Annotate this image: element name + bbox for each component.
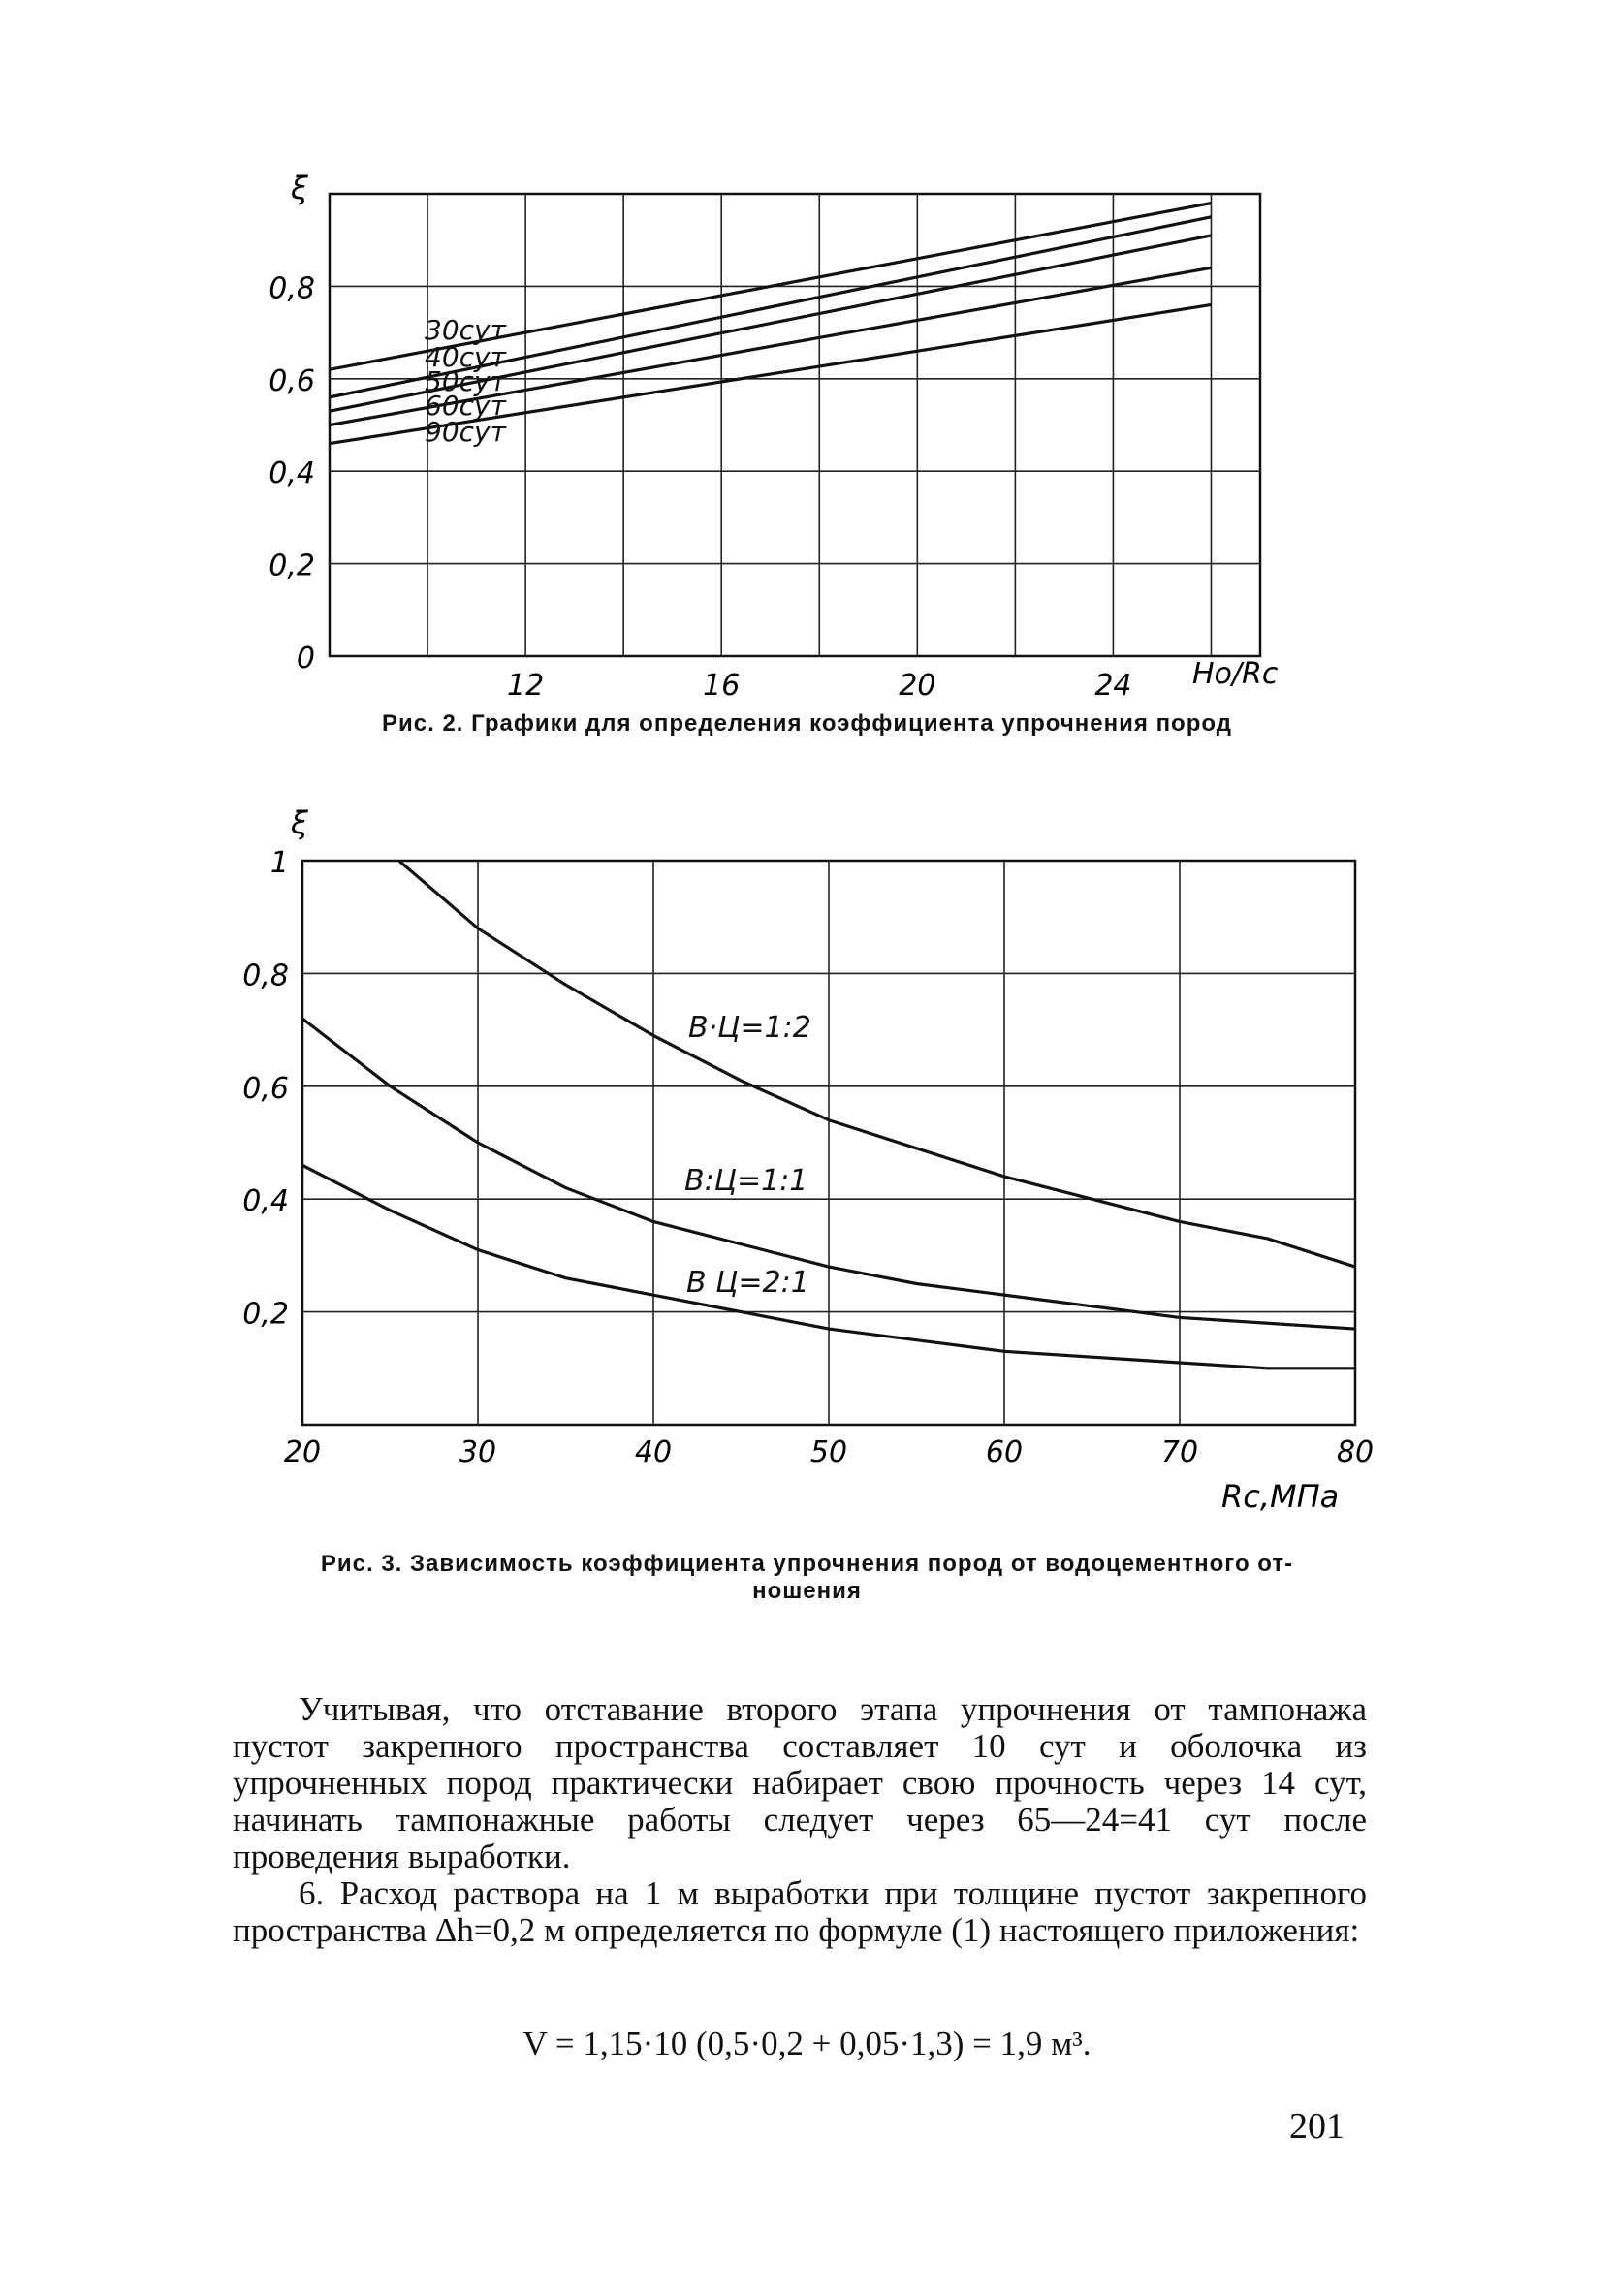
fig2-x-tick-label: 16 bbox=[703, 669, 741, 703]
fig3-x-axis-label: Rс,МПа bbox=[1221, 1478, 1340, 1515]
fig3-series-label: В:Ц=1:1 bbox=[684, 1164, 808, 1198]
fig2-series-label: 30сут bbox=[425, 314, 506, 346]
fig3-y-tick-label: 0,8 bbox=[242, 959, 289, 993]
fig3-series-line bbox=[399, 861, 1355, 1267]
fig2-x-axis-label: Hо/Rс bbox=[1192, 657, 1279, 691]
formula: V = 1,15·10 (0,5·0,2 + 0,05·1,3) = 1,9 м³. bbox=[522, 2025, 1092, 2062]
fig3-caption-line1: Рис. 3. Зависимость коэффициента упрочнения пород от водоцементного от- bbox=[320, 1551, 1294, 1577]
fig3-y-tick-label: 0,4 bbox=[242, 1184, 289, 1219]
fig2-y-symbol: ξ bbox=[291, 170, 308, 206]
fig3-y-tick-label: 0,6 bbox=[242, 1071, 289, 1106]
paragraph-2: 6. Расход раствора на 1 м выработки при толщине пустот закрепного пространства Δh=0,2 м определяется по формуле (1) настоящего приложения: bbox=[233, 1874, 1367, 1949]
fig2-series-label: 40сут bbox=[425, 341, 506, 373]
page-number: 201 bbox=[1289, 2106, 1345, 2147]
fig3-x-tick-label: 30 bbox=[459, 1435, 497, 1469]
fig3-x-tick-label: 70 bbox=[1160, 1435, 1199, 1469]
fig3-caption-line2: ношения bbox=[752, 1578, 862, 1604]
fig3-series-label: В Ц=2:1 bbox=[686, 1266, 809, 1300]
fig2-x-tick-label: 24 bbox=[1094, 669, 1132, 703]
fig2-x-tick-label: 12 bbox=[507, 669, 545, 703]
fig3-y-tick-label: 1 bbox=[269, 846, 289, 880]
fig2-caption: Рис. 2. Графики для определения коэффициента упрочнения пород bbox=[382, 710, 1232, 737]
fig3-series-label: В·Ц=1:2 bbox=[688, 1011, 811, 1045]
fig2-series-label: 90сут bbox=[425, 416, 506, 448]
fig2-y-tick-label: 0,6 bbox=[269, 363, 315, 398]
fig3-x-tick-label: 40 bbox=[634, 1435, 673, 1469]
fig2-y-tick-label: 0 bbox=[296, 642, 315, 676]
fig2-y-tick-label: 0,2 bbox=[269, 549, 315, 583]
paragraph-1: Учитывая, что отставание второго этапа упрочнения от тампонажа пустот закрепного пространства составляет 10 сут и оболочка из упрочненных пород практически набирает свою прочность через 14 сут, начинать тампонажные работы следует через 65—24=41 сут после проведения выработки. bbox=[233, 1690, 1367, 1875]
fig2-y-tick-label: 0,8 bbox=[269, 271, 315, 306]
fig2-series-label: 50сут bbox=[425, 365, 506, 397]
fig3-x-tick-label: 20 bbox=[283, 1435, 322, 1469]
fig3-y-symbol: ξ bbox=[291, 804, 308, 841]
fig3-y-tick-label: 0,2 bbox=[242, 1297, 289, 1332]
fig3-x-tick-label: 80 bbox=[1336, 1435, 1375, 1469]
body-text bbox=[233, 1691, 1367, 1949]
fig2-y-tick-label: 0,4 bbox=[269, 456, 315, 491]
figure-2-chart bbox=[269, 170, 1279, 703]
fig2-x-tick-label: 20 bbox=[899, 669, 936, 703]
figure-3-chart bbox=[242, 804, 1374, 1515]
fig3-caption bbox=[0, 1551, 1614, 1605]
fig2-series-label: 60сут bbox=[425, 390, 506, 422]
fig3-x-tick-label: 60 bbox=[985, 1435, 1024, 1469]
fig3-x-tick-label: 50 bbox=[809, 1435, 848, 1469]
